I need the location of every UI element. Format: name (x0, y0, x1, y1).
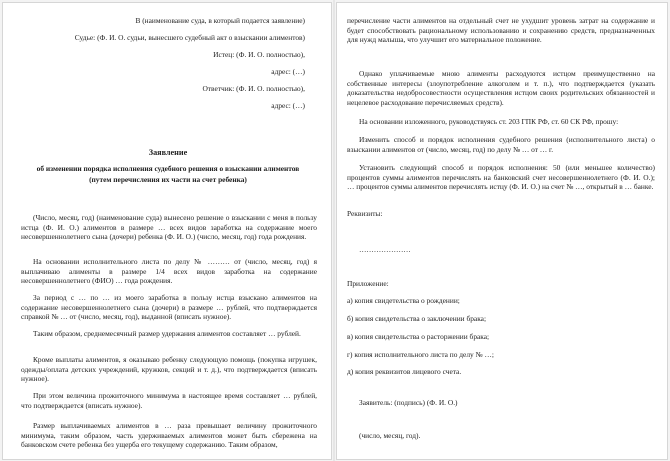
applicant-signature: Заявитель: (подпись) (Ф. И. О.) (359, 398, 458, 407)
attachments-title: Приложение: (347, 279, 389, 288)
attachment-item: в) копия свидетельства о расторжении брака; (347, 332, 490, 341)
document-subtitle-2: (путем перечисления их части на счет ребенка) (89, 175, 247, 184)
paragraph-decision: (Число, месяц, год) (наименование суда) вынесено решение о взыскании с меня в пользу истца (Ф. И. О.) алиментов в размере … всех видов заработка на содержание моего несовершеннолетнего сына (дочери) ребенка (Ф. И. О.) (число, месяц, год) года рождения. (21, 213, 317, 242)
right-page (336, 2, 668, 460)
paragraph-exceeds: Размер выплачиваемых алиментов в … раза превышает величину прожиточного минимума, таким образом, часть удерживаемых алиментов может быть сбережена на банковском счете ребенка без ущерба его текущему содержанию. Таким образом, (21, 421, 317, 450)
requisites-placeholder: ………………… (359, 245, 411, 254)
paragraph-transfer: перечисление части алиментов на отдельный счет не ухудшит уровень затрат на содержание и будет способствовать рациональному использованию и сохранению средств, предназначенных для нужд малыша, что улучшит его материальное положение. (347, 16, 655, 45)
paragraph-period: За период с … по … из моего заработка в пользу истца взыскано алиментов на содержание несовершеннолетнего сына (дочери) в размере … рублей, что подтверждается справкой № … от (число, месяц, год), выданной (вписать нужное). (21, 293, 317, 322)
header-defendant: Ответчик: (Ф. И. О. полностью), (202, 84, 305, 93)
header-defendant-address: адрес: (…) (271, 101, 305, 110)
attachment-item: а) копия свидетельства о рождении; (347, 296, 460, 305)
header-plaintiff-address: адрес: (…) (271, 67, 305, 76)
paragraph-misuse: Однако уплачиваемые мною алименты расходуются истцом преимущественно на собственные интересы (злоупотребление алкоголем и т. п.), что подтверждается (указать доказательства недобросовестности осуществления истцом своих родительских обязанностей и нецелевое расходование перечисляемых средств). (347, 69, 655, 107)
attachment-item: б) копия свидетельства о заключении брака; (347, 314, 487, 323)
requisites-label: Реквизиты: (347, 209, 383, 218)
paragraph-request-change: Изменить способ и порядок исполнения судебного решения (исполнительного листа) о взыскании алиментов от (число, месяц, год) по делу № … от … г. (347, 135, 655, 154)
paragraph-request-order: Установить следующий способ и порядок исполнения: 50 (или меньшее количество) процентов суммы алиментов перечислять на банковский счет несовершеннолетнего (Ф. И. О.); … процентов суммы алиментов перечислять истцу (Ф. И. О.) на счет № …, открытый в … банке. (347, 163, 655, 192)
header-plaintiff: Истец: (Ф. И. О. полностью), (213, 50, 305, 59)
header-court: В (наименование суда, в который подается заявление) (135, 16, 305, 25)
left-page (2, 2, 332, 460)
paragraph-average: Таким образом, среднемесячный размер удержания алиментов составляет … рублей. (33, 329, 301, 338)
paragraph-minimum: При этом величина прожиточного минимума в настоящее время составляет … рублей, что подтверждается (вписать нужное). (21, 391, 317, 410)
document-title: Заявление (148, 148, 188, 157)
paragraph-grounds: На основании изложенного, руководствуясь ст. 203 ГПК РФ, ст. 60 СК РФ, прошу: (359, 117, 619, 126)
page-divider (333, 0, 335, 461)
signature-date: (число, месяц, год). (359, 431, 421, 440)
attachment-item: г) копия исполнительного листа по делу № …; (347, 350, 494, 359)
paragraph-help: Кроме выплаты алиментов, я оказываю ребенку следующую помощь (покупка игрушек, одежды/оплата детских учреждений, кружков, секций и т. д.), что подтверждается (вписать нужное). (21, 355, 317, 384)
attachment-item: д) копия реквизитов лицевого счета. (347, 367, 462, 376)
paragraph-writ: На основании исполнительного листа по делу № ……… от (число, месяц, год) я выплачиваю алименты в размере 1/4 всех видов заработка на содержание несовершеннолетнего (ФИО) … года рождения. (21, 257, 317, 286)
header-judge: Судье: (Ф. И. О. судьи, вынесшего судебный акт о взыскании алиментов) (74, 33, 305, 42)
document-subtitle-1: об изменении порядка исполнения судебного решения о взыскании алиментов (36, 164, 300, 173)
